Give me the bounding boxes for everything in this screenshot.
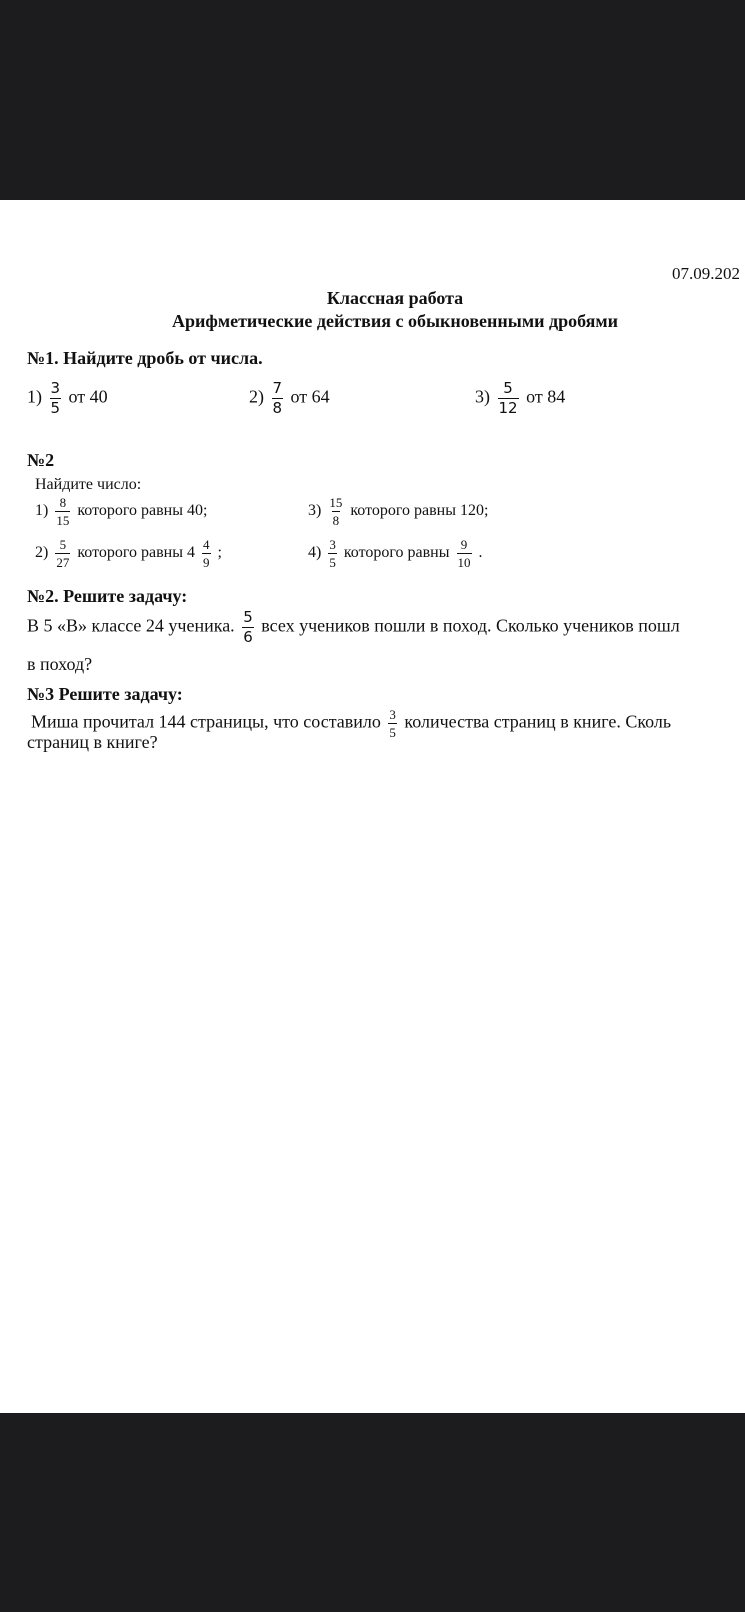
item-label: 2) (249, 386, 264, 407)
item-label: 4) (308, 544, 322, 562)
date: 07.09.202 (672, 264, 740, 283)
item-text: от 84 (526, 386, 566, 407)
task2b-line-1: В 5 «В» классе 24 ученика. $\frac{5}{6}$ всех учеников пошли в поход. Сколько учеников пошл (27, 608, 680, 646)
item-label: 3) (475, 386, 490, 407)
task2a-item-3 (308, 496, 488, 527)
item-label: 1) (35, 502, 49, 520)
item-suffix: . (478, 544, 483, 562)
fraction: $\frac{5}{12}$ (498, 379, 518, 417)
item-text: которого равны (343, 544, 450, 562)
item-label: 2) (35, 544, 49, 562)
task1-item-1 (27, 381, 108, 416)
task3-line-1: Миша прочитал 144 страницы, что составило $\frac{3}{5}$ количества страниц в книге. Сколь (31, 707, 672, 740)
task3-heading: №3 Решите задачу: (27, 684, 183, 704)
title-line-2: Арифметические действия с обыкновенными дробями (171, 311, 619, 331)
item-label: 3) (308, 502, 322, 520)
item-text: от 64 (290, 386, 330, 407)
item-text: которого равны 120; (350, 502, 489, 520)
item-text: которого равны 40; (77, 502, 208, 520)
fraction: $\frac{5}{6}$ (243, 608, 253, 646)
task1-item-2 (249, 381, 330, 416)
mixed-fraction: $\frac{4}{9}$ (203, 537, 210, 570)
task2a-item-1 (35, 496, 207, 527)
item-text: которого равны 4 (77, 544, 195, 562)
item-text: от 40 (68, 386, 108, 407)
fraction: $\frac{15}{8}$ (329, 495, 343, 528)
task2a-item-2 (35, 538, 222, 569)
fraction: $\frac{3}{5}$ (389, 707, 396, 740)
fraction: $\frac{3}{5}$ (50, 379, 61, 417)
task2b-line-2: в поход? (27, 654, 93, 674)
task2a-subheading: Найдите число: (35, 476, 142, 493)
fraction: $\frac{3}{5}$ (329, 537, 336, 570)
worksheet-page (0, 200, 745, 1413)
item-suffix: ; (217, 544, 222, 562)
fraction-2: $\frac{9}{10}$ (457, 537, 471, 570)
task2a-item-4 (308, 538, 483, 569)
task1-item-3 (475, 381, 565, 416)
fraction: $\frac{5}{27}$ (56, 537, 70, 570)
fraction: $\frac{7}{8}$ (272, 379, 283, 417)
fraction: $\frac{8}{15}$ (56, 495, 70, 528)
item-label: 1) (27, 386, 42, 407)
title-line-1: Классная работа (326, 288, 464, 308)
task2b-heading: №2. Решите задачу: (27, 586, 188, 606)
task3-line-2-wrap (27, 720, 158, 752)
task2a-heading: №2 (27, 450, 55, 470)
task1-heading: №1. Найдите дробь от числа. (27, 348, 263, 368)
task3-line-2: страниц в книге? (27, 732, 158, 752)
